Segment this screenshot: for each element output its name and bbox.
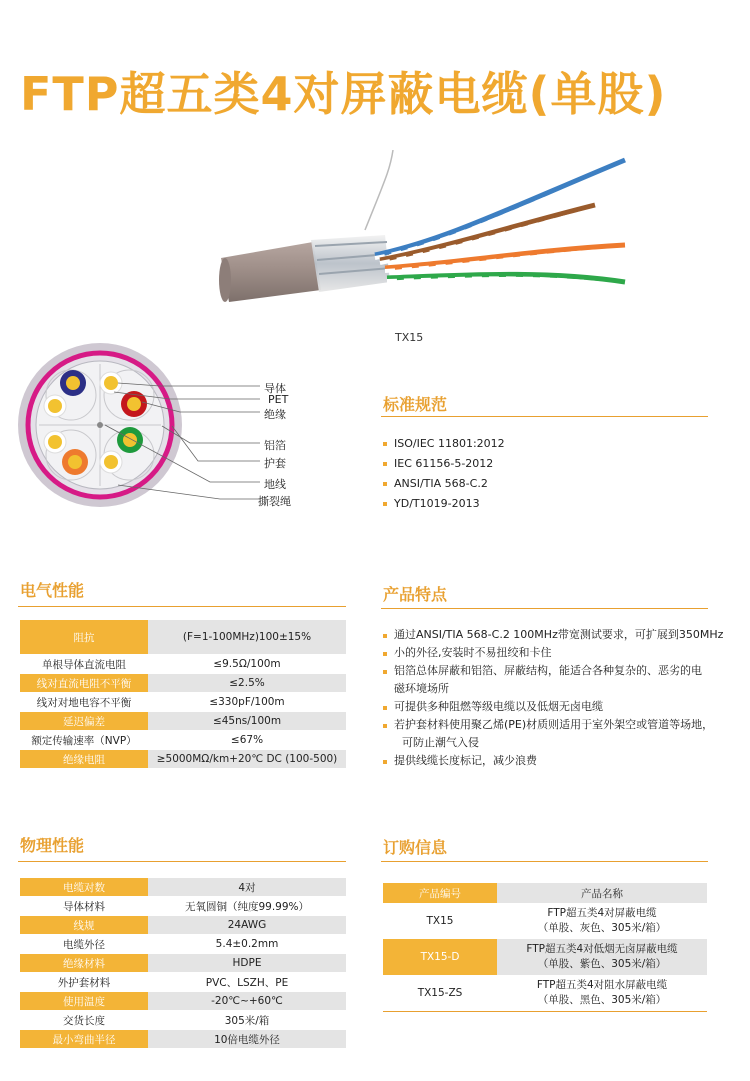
list-item xyxy=(383,662,733,698)
table-cell-key: 导体材料 xyxy=(20,897,148,916)
label-drain-wire: 地线 xyxy=(264,478,286,491)
label-foil: 铝箔 xyxy=(264,439,286,452)
product-name-line2: （单股、紫色、305米/箱） xyxy=(537,958,667,970)
table-cell-value: (F=1-100MHz)100±15% xyxy=(148,620,346,655)
table-row xyxy=(383,975,707,1012)
table-cell-value: ≥5000MΩ/km+20℃ DC (100-500) xyxy=(148,750,346,769)
table-cell-value: 5.4±0.2mm xyxy=(148,935,346,954)
feature-text: 提供线缆长度标记，减少浪费 xyxy=(394,754,537,767)
table-row xyxy=(20,620,346,655)
label-ripcord: 撕裂绳 xyxy=(258,495,291,508)
electrical-rule xyxy=(18,606,346,607)
product-name xyxy=(497,975,707,1012)
physical-spec-table xyxy=(20,878,346,1049)
standards-list xyxy=(383,434,505,514)
table-cell-key: 阻抗 xyxy=(20,620,148,655)
table-cell-value: ≤45ns/100m xyxy=(148,712,346,731)
list-item xyxy=(383,698,733,716)
table-row xyxy=(20,712,346,731)
ordering-heading: 订购信息 xyxy=(383,838,448,857)
features-rule xyxy=(381,608,708,609)
product-code: TX15-D xyxy=(383,939,497,975)
table-row xyxy=(20,935,346,954)
product-name-line2: （单股、黑色、305米/箱） xyxy=(537,994,667,1006)
list-item: YD/T1019-2013 xyxy=(383,494,505,514)
table-cell-value: ≤67% xyxy=(148,731,346,750)
list-item xyxy=(383,716,733,752)
feature-text-continued: 磁环境场所 xyxy=(394,682,449,695)
table-row xyxy=(20,731,346,750)
table-cell-key: 外护套材料 xyxy=(20,973,148,992)
feature-text: 若护套材料使用聚乙烯(PE)材质则适用于室外架空或管道等场地， xyxy=(394,718,714,731)
table-row xyxy=(20,750,346,769)
product-name-line1: FTP超五类4对阻水屏蔽电缆 xyxy=(536,979,668,991)
product-code: TX15 xyxy=(426,914,454,927)
label-pet: PET xyxy=(268,393,289,406)
table-cell-value: ≤330pF/100m xyxy=(148,693,346,712)
electrical-spec-table xyxy=(20,620,346,769)
table-cell-key: 绝缘电阻 xyxy=(20,750,148,769)
table-cell-value: PVC、LSZH、PE xyxy=(148,973,346,992)
standards-rule xyxy=(381,416,708,417)
table-row xyxy=(20,1011,346,1030)
product-code: TX15-ZS xyxy=(383,975,497,1012)
electrical-heading: 电气性能 xyxy=(20,581,85,600)
feature-text: 通过ANSI/TIA 568-C.2 100MHz带宽测试要求，可扩展到350MHz xyxy=(394,628,724,641)
table-row xyxy=(20,693,346,712)
table-cell-value: 无氧圆铜（纯度99.99%） xyxy=(148,897,346,916)
list-item xyxy=(383,644,733,662)
table-row xyxy=(20,973,346,992)
list-item xyxy=(383,626,733,644)
table-header-row xyxy=(383,883,707,903)
table-cell-key: 线对对地电容不平衡 xyxy=(20,693,148,712)
ordering-rule xyxy=(381,861,708,862)
table-row xyxy=(20,674,346,693)
product-name-line2: （单股、灰色、305米/箱） xyxy=(537,922,667,934)
table-cell-key: 最小弯曲半径 xyxy=(20,1030,148,1049)
column-header-name: 产品名称 xyxy=(497,883,707,903)
table-row xyxy=(20,655,346,674)
table-row xyxy=(20,878,346,897)
product-model-caption: TX15 xyxy=(395,331,424,344)
list-item: ANSI/TIA 568-C.2 xyxy=(383,474,505,494)
product-name xyxy=(497,903,707,939)
table-cell-value: ≤9.5Ω/100m xyxy=(148,655,346,674)
table-cell-value: 305米/箱 xyxy=(148,1011,346,1030)
table-cell-value: -20℃~+60℃ xyxy=(148,992,346,1011)
list-item xyxy=(383,752,733,770)
table-cell-key: 延迟偏差 xyxy=(20,712,148,731)
list-item: ISO/IEC 11801:2012 xyxy=(383,434,505,454)
label-insulation: 绝缘 xyxy=(264,408,286,421)
column-header-code: 产品编号 xyxy=(383,883,497,903)
ordering-table xyxy=(383,883,707,1012)
product-name-line1: FTP超五类4对屏蔽电缆 xyxy=(547,907,657,919)
table-cell-key: 单根导体直流电阻 xyxy=(20,655,148,674)
table-cell-key: 电缆对数 xyxy=(20,878,148,897)
table-cell-key: 使用温度 xyxy=(20,992,148,1011)
cable-product-image xyxy=(215,150,635,310)
table-row xyxy=(383,903,707,939)
label-jacket: 护套 xyxy=(264,457,286,470)
table-row xyxy=(20,1030,346,1049)
physical-heading: 物理性能 xyxy=(20,836,85,855)
table-row xyxy=(20,954,346,973)
list-item: IEC 61156-5-2012 xyxy=(383,454,505,474)
label-conductor: 导体 xyxy=(264,382,286,395)
table-cell-value: 10倍电缆外径 xyxy=(148,1030,346,1049)
product-name-line1: FTP超五类4对低烟无卤屏蔽电缆 xyxy=(526,943,678,955)
features-heading: 产品特点 xyxy=(383,585,448,604)
standards-heading: 标准规范 xyxy=(383,395,448,414)
feature-text: 可提供多种阻燃等级电缆以及低烟无卤电缆 xyxy=(394,700,603,713)
table-cell-key: 交货长度 xyxy=(20,1011,148,1030)
table-row xyxy=(20,992,346,1011)
table-cell-value: ≤2.5% xyxy=(148,674,346,693)
table-cell-key: 线规 xyxy=(20,916,148,935)
cable-cross-section-diagram xyxy=(10,340,300,510)
table-cell-key: 线对直流电阻不平衡 xyxy=(20,674,148,693)
table-cell-key: 绝缘材料 xyxy=(20,954,148,973)
feature-text-continued: 可防止潮气入侵 xyxy=(402,736,479,749)
table-cell-value: 4对 xyxy=(148,878,346,897)
table-cell-value: 24AWG xyxy=(148,916,346,935)
features-list xyxy=(383,626,733,770)
feature-text: 小的外径,安装时不易扭绞和卡住 xyxy=(394,646,552,659)
table-row xyxy=(20,916,346,935)
table-cell-key: 电缆外径 xyxy=(20,935,148,954)
table-row xyxy=(20,897,346,916)
physical-rule xyxy=(18,861,346,862)
product-name xyxy=(497,939,707,975)
table-row xyxy=(383,939,707,975)
table-cell-value: HDPE xyxy=(148,954,346,973)
table-cell-key: 额定传输速率（NVP） xyxy=(20,731,148,750)
page-title: FTP超五类4对屏蔽电缆(单股) xyxy=(20,67,667,121)
feature-text: 铝箔总体屏蔽和铝箔、屏蔽结构，能适合各种复杂的、恶劣的电 xyxy=(394,664,702,677)
